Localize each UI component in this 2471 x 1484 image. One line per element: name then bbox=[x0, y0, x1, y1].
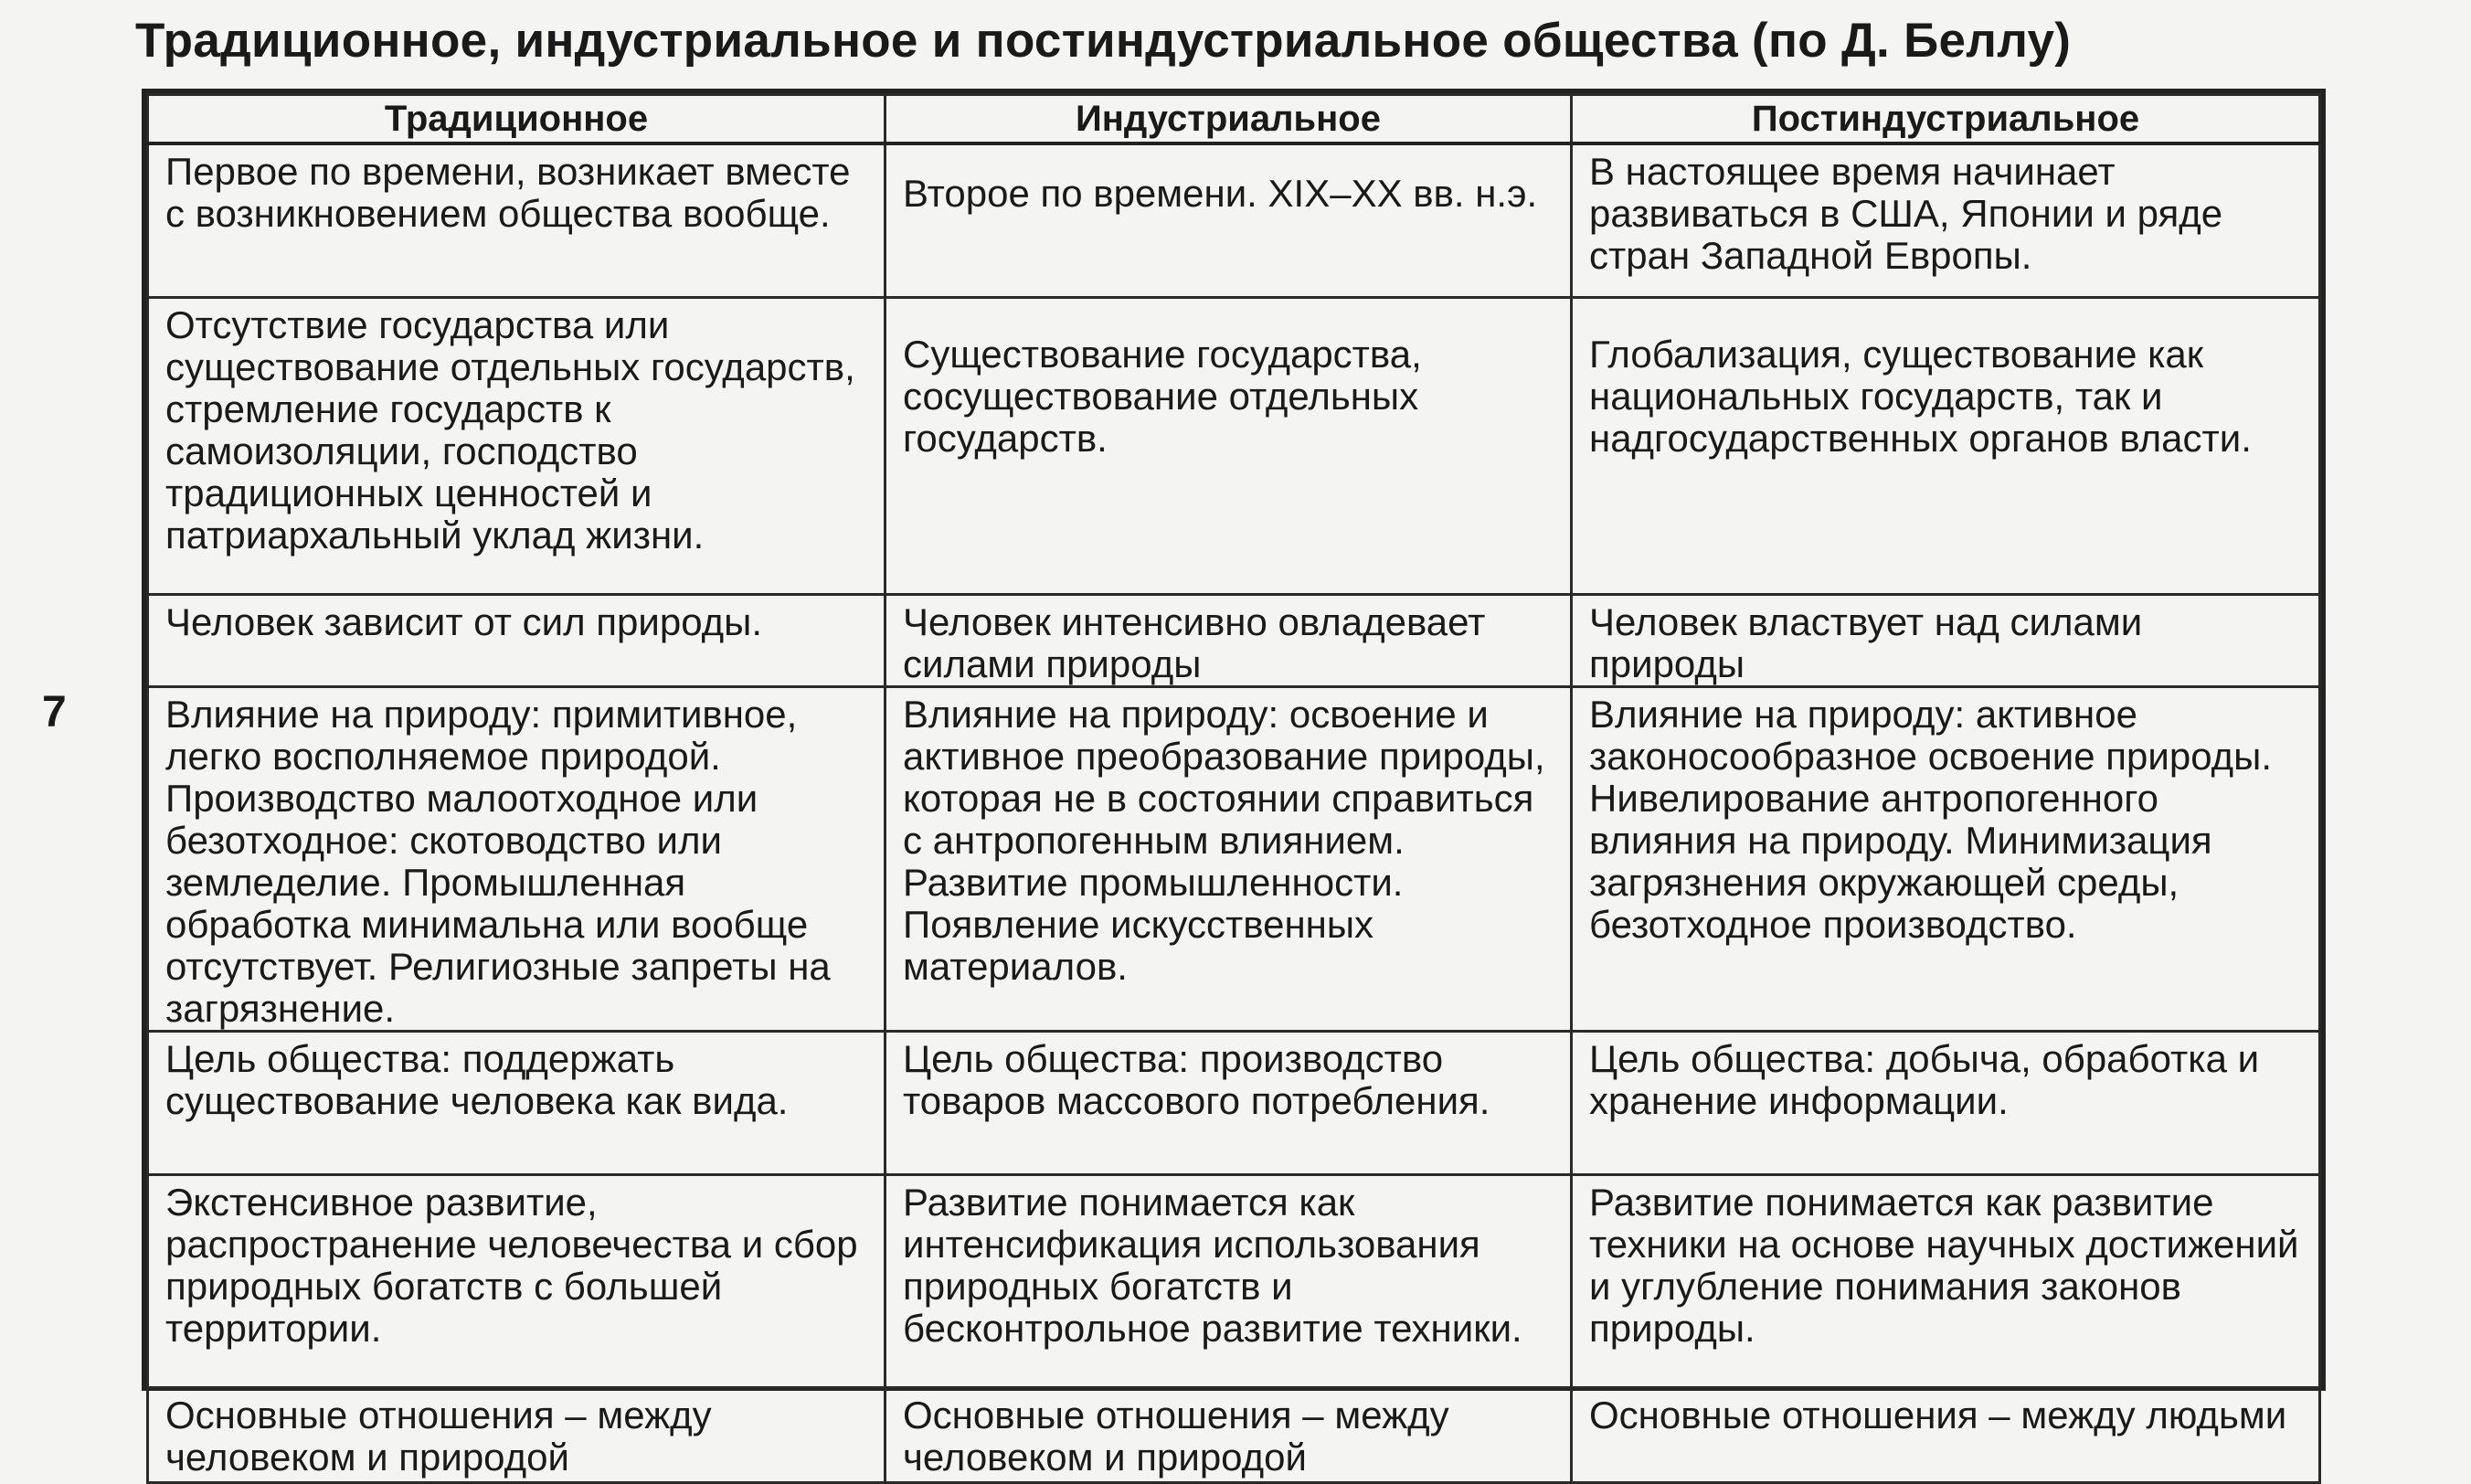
table-cell: Цель общества: производство товаров массового потребления. bbox=[886, 1032, 1572, 1175]
table-row-state bbox=[148, 298, 2320, 595]
table-row-development bbox=[148, 1175, 2320, 1388]
table-cell: В настоящее время начинает развиваться в США, Японии и ряде стран Западной Европы. bbox=[1572, 143, 2320, 298]
table-row-relations bbox=[148, 1388, 2320, 1483]
table-cell: Экстенсивное развитие, распространение человечества и сбор природных богатств с большей территории. bbox=[148, 1175, 886, 1388]
table-cell: Основные отношения – между людьми bbox=[1572, 1388, 2320, 1483]
table-cell: Влияние на природу: активное законосообразное освоение природы. Нивелирование антропогенного влияния на природу. Минимизация загрязнения окружающей среды, безотходное производство. bbox=[1572, 687, 2320, 1032]
header-postindustrial: Постиндустриальное bbox=[1572, 95, 2320, 144]
table-cell: Первое по времени, возникает вместе с возникновением общества вообще. bbox=[148, 143, 886, 298]
comparison-table bbox=[146, 93, 2321, 1484]
table-cell: Цель общества: поддержать существование человека как вида. bbox=[148, 1032, 886, 1175]
page-title: Традиционное, индустриальное и постиндустриальное общества (по Д. Беллу) bbox=[135, 14, 2072, 68]
page-number: 7 bbox=[42, 688, 67, 737]
header-industrial: Индустриальное bbox=[886, 95, 1572, 144]
table-cell: Человек властвует над силами природы bbox=[1572, 595, 2320, 687]
table-cell: Цель общества: добыча, обработка и хранение информации. bbox=[1572, 1032, 2320, 1175]
table-cell: Отсутствие государства или существование отдельных государств, стремление государств к самоизоляции, господство традиционных ценностей и патриархальный уклад жизни. bbox=[148, 298, 886, 595]
table-cell: Влияние на природу: освоение и активное преобразование природы, которая не в состоянии справиться с антропогенным влиянием. Развитие промышленности. Появление искусственных материалов. bbox=[886, 687, 1572, 1032]
comparison-table-frame bbox=[142, 89, 2326, 1479]
table-row-human-nature bbox=[148, 595, 2320, 687]
table-cell: Развитие понимается как развитие техники на основе научных достижений и углубление понимания законов природы. bbox=[1572, 1175, 2320, 1388]
table-cell: Глобализация, существование как национальных государств, так и надгосударственных органов власти. bbox=[1572, 298, 2320, 595]
table-row-society-goal bbox=[148, 1032, 2320, 1175]
table-cell: Человек интенсивно овладевает силами природы bbox=[886, 595, 1572, 687]
table-row-nature-impact bbox=[148, 687, 2320, 1032]
table-cell: Развитие понимается как интенсификация использования природных богатств и бесконтрольное развитие техники. bbox=[886, 1175, 1572, 1388]
table-cell: Основные отношения – между человеком и природой bbox=[148, 1388, 886, 1483]
table-cell: Основные отношения – между человеком и природой bbox=[886, 1388, 1572, 1483]
table-row-era bbox=[148, 143, 2320, 298]
table-header-row bbox=[148, 95, 2320, 144]
header-traditional: Традиционное bbox=[148, 95, 886, 144]
table-cell: Существование государства, сосуществование отдельных государств. bbox=[886, 298, 1572, 595]
table-cell: Второе по времени. XIX–XX вв. н.э. bbox=[886, 143, 1572, 298]
table-cell: Влияние на природу: примитивное, легко восполняемое природой. Производство малоотходное или безотходное: скотоводство или земледелие. Промышленная обработка минимальна или вообще отсутствует. Религиозные запреты на загрязнение. bbox=[148, 687, 886, 1032]
table-cell: Человек зависит от сил природы. bbox=[148, 595, 886, 687]
